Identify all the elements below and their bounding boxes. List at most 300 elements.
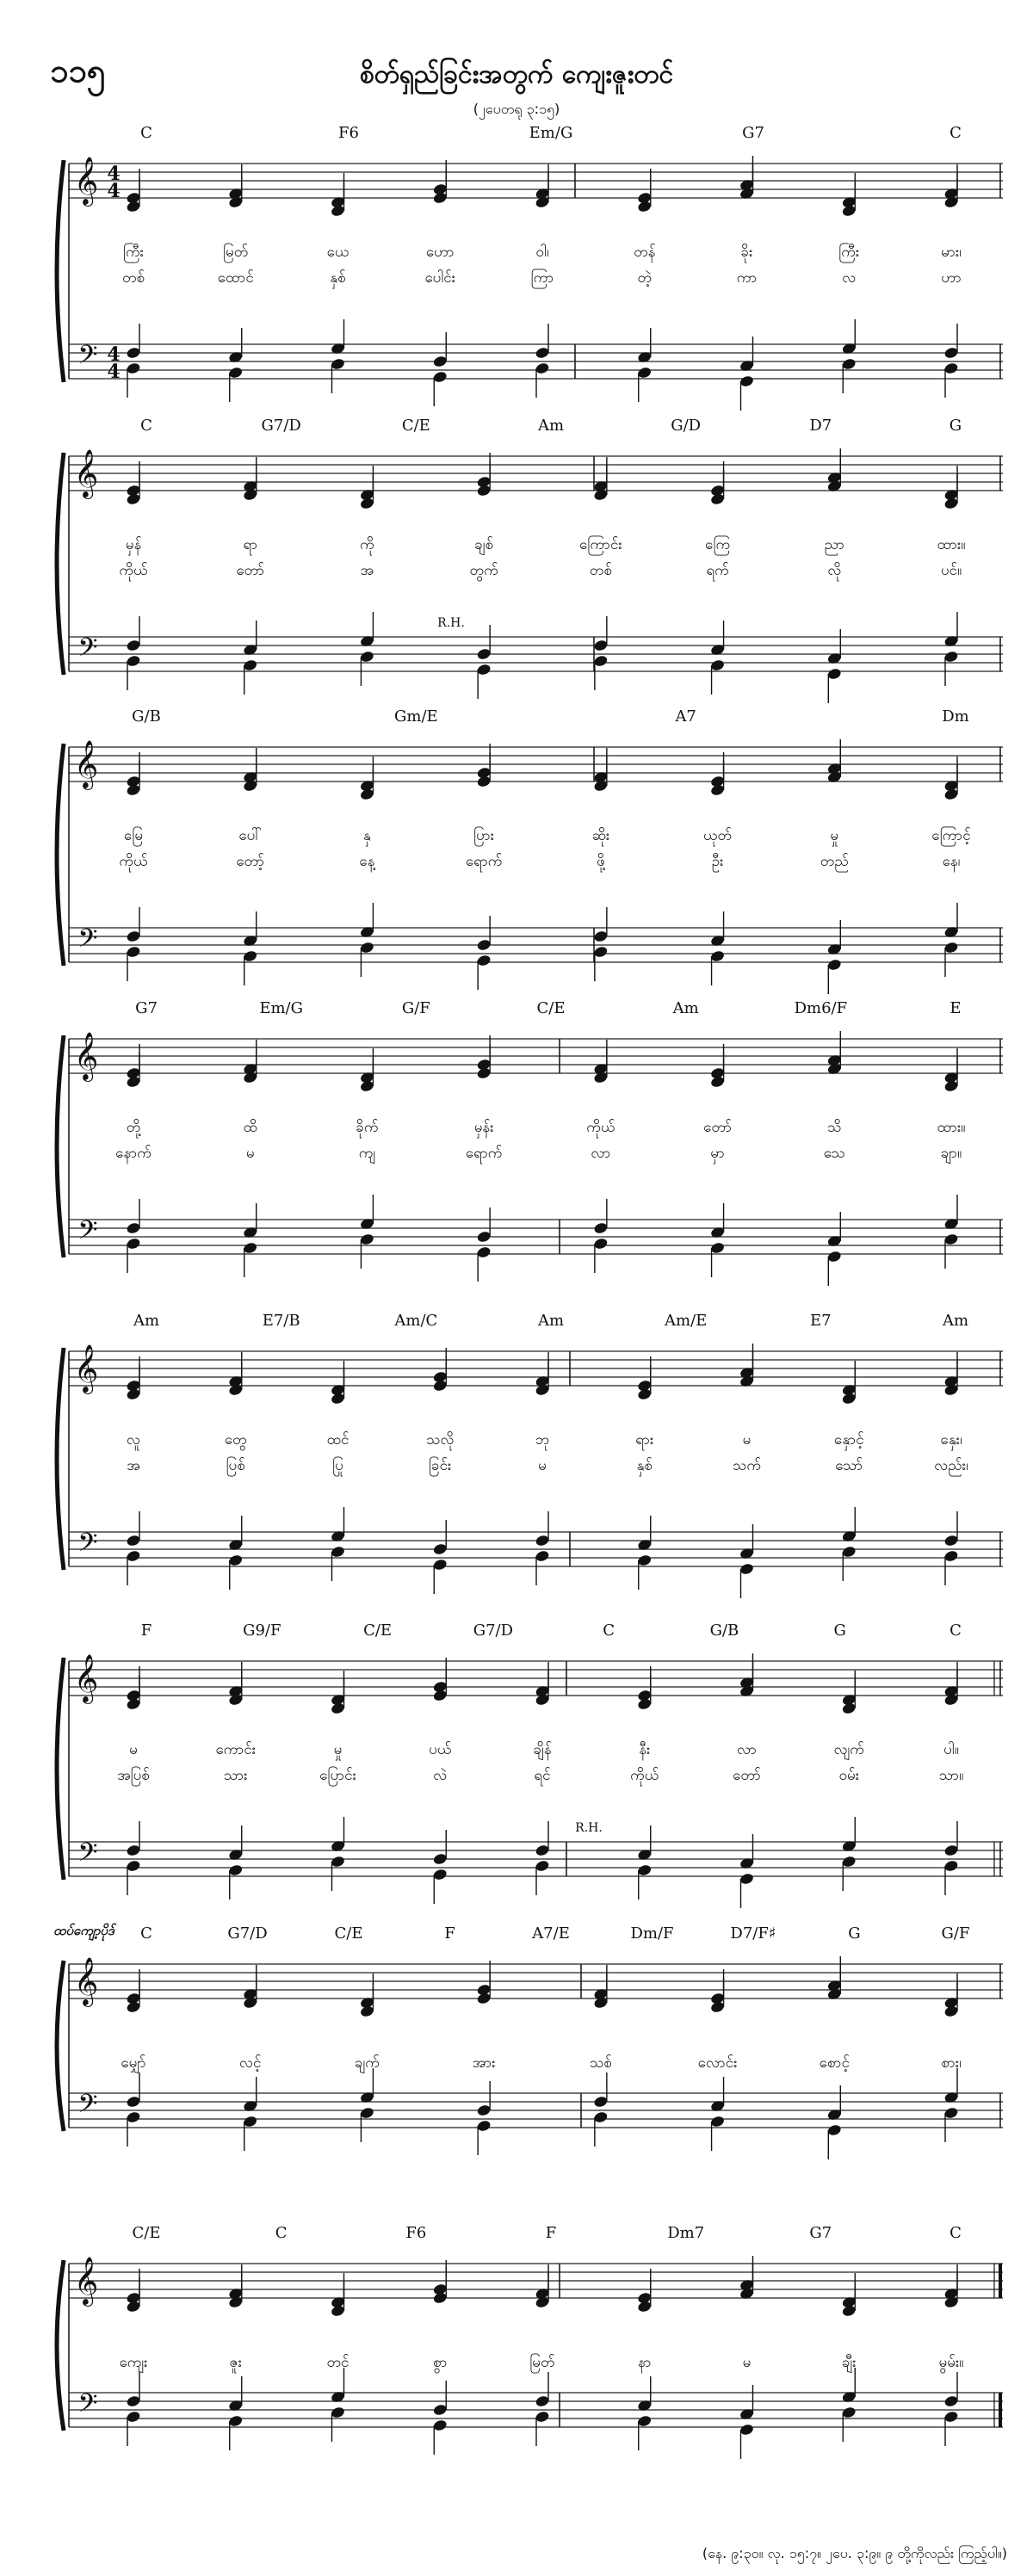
system-6-verse1-syllable: မ	[129, 1741, 138, 1758]
system-2-verse1-syllable: ကြောင်း	[578, 536, 622, 553]
system-2-bass-clef: 𝄢	[77, 633, 98, 669]
scripture-reference: (၂ပေတရု ၃:၁၅)	[473, 101, 560, 117]
system-5-verse2-syllable: ခြင်း	[429, 1457, 452, 1474]
system-6-verse1-syllable: မှု	[333, 1741, 343, 1758]
system-8-bass-note	[126, 2410, 141, 2423]
system-2-chord-symbol: D7	[809, 417, 832, 435]
system-1-verse1-syllable: မား၊	[941, 244, 962, 261]
system-8-verse1-syllable: ကျေး	[119, 2354, 148, 2371]
system-2-bass-note	[243, 658, 258, 671]
system-5-treble-note	[126, 1387, 141, 1400]
system-5-verse2-syllable: အ	[127, 1457, 140, 1474]
system-1-verse1-syllable: ဟော	[425, 244, 455, 261]
system-5-verse1-syllable: သလို	[426, 1431, 455, 1449]
system-7-bass-clef: 𝄢	[77, 2090, 98, 2125]
system-4-verse2-syllable: နောက်	[115, 1145, 152, 1162]
system-8-treble-clef: 𝄞	[73, 2257, 99, 2305]
time-signature-bottom: 4	[107, 361, 121, 383]
system-7-chord-symbol: A7/E	[532, 1924, 570, 1943]
system-1-bass-note	[739, 374, 755, 387]
system-3-verse1-syllable: ပေါ်	[238, 827, 263, 844]
system-6-chord-symbol: G7/D	[473, 1622, 514, 1640]
system-8-bass-note	[126, 2394, 141, 2407]
system-5-verse2-syllable: မ	[538, 1457, 547, 1474]
system-1-bass-note	[535, 361, 550, 374]
system-6-bass-note	[943, 1859, 959, 1872]
system-7-bass-note	[593, 2110, 609, 2123]
system-7-verse1-syllable: လင့်	[239, 2054, 262, 2072]
system-1-bass-note	[228, 366, 244, 379]
system-3-verse2-syllable: ဦး	[711, 853, 724, 870]
system-6-verse2-syllable: ဝမ်း	[838, 1767, 860, 1784]
system-6-bass-note	[637, 1863, 653, 1876]
system-4-chord-symbol: E	[949, 999, 962, 1017]
system-5-treble-note	[432, 1379, 448, 1392]
system-6-treble-clef: 𝄞	[73, 1654, 99, 1702]
system-7-treble-note	[710, 2000, 726, 2013]
system-3-treble-note	[359, 788, 374, 800]
system-4-verse1-syllable: ထိ	[243, 1119, 257, 1136]
system-6-chord-symbol: G9/F	[243, 1622, 281, 1640]
system-3-verse1-syllable: ယုတ်	[703, 827, 733, 844]
system-8-chord-symbol: C/E	[132, 2224, 161, 2242]
system-5-verse2-syllable: ပြု	[332, 1457, 343, 1474]
system-8-chord-symbol: F6	[405, 2224, 427, 2242]
system-7-bass-note	[943, 2106, 959, 2119]
system-5-verse1-syllable: တွေ	[224, 1431, 247, 1449]
system-6-bass-note	[126, 1844, 141, 1856]
system-4-chord-symbol: G7	[135, 999, 158, 1017]
system-6-bass-note	[739, 1872, 755, 1885]
system-1-brace	[57, 160, 64, 382]
system-3-bass-note	[826, 958, 842, 971]
system-2-bass-note	[593, 654, 609, 667]
system-6-verse2-syllable: ရင်	[534, 1767, 551, 1784]
system-5-bass-note	[637, 1554, 653, 1566]
system-5-bass-note	[739, 1562, 755, 1575]
system-4-bass-note	[943, 1232, 959, 1245]
system-4-verse1-syllable: သိ	[827, 1119, 842, 1136]
system-2-verse1-syllable: ကို	[360, 536, 374, 553]
system-5-verse1-syllable: မ	[742, 1431, 752, 1449]
system-5-bass-note	[535, 1549, 550, 1562]
system-5-chord-symbol: Am/E	[665, 1312, 708, 1330]
system-4-verse1-syllable: တော်	[703, 1119, 732, 1136]
system-8-bass-note	[637, 2414, 653, 2427]
system-6-brace	[57, 1658, 64, 1880]
system-3-chord-symbol: Dm	[942, 707, 969, 726]
system-8-bass-note	[943, 2410, 959, 2423]
system-5-verse1-syllable: နှေး၊	[940, 1431, 962, 1449]
system-3-chord-symbol: A7	[675, 707, 696, 726]
system-5-bass-note	[943, 1549, 959, 1562]
system-2-verse2-syllable: တွက်	[469, 562, 498, 579]
system-6-bass-note	[943, 1844, 959, 1856]
system-1-verse2-syllable: လ	[842, 269, 857, 287]
system-7-chord-symbol: G7/D	[227, 1924, 268, 1943]
system-7-chord-symbol: F	[444, 1924, 455, 1943]
system-5-chord-symbol: Am	[133, 1312, 160, 1330]
system-8-chord-symbol: F	[545, 2224, 557, 2242]
system-3-treble-note	[710, 783, 726, 796]
right-hand-marking: R.H.	[575, 1821, 603, 1835]
system-2-treble-note	[126, 492, 141, 505]
system-6-chord-symbol: C	[603, 1622, 615, 1640]
system-4-chord-symbol: Em/G	[259, 999, 303, 1017]
system-1-treble-note	[331, 204, 346, 217]
system-4-bass-note	[243, 1241, 258, 1254]
system-2-verse2-syllable: တော်	[236, 562, 265, 579]
system-3-bass-note	[359, 941, 374, 954]
system-4-treble-note	[359, 1079, 374, 1092]
system-1-verse2-syllable: ပေါင်း	[424, 269, 456, 287]
system-1-bass-note	[841, 357, 857, 370]
system-1-verse2-syllable: တစ်	[121, 269, 145, 287]
system-8-bass-note	[739, 2423, 755, 2436]
system-7-chord-symbol: G/F	[941, 1924, 970, 1943]
system-4-treble-clef: 𝄞	[73, 1032, 99, 1080]
system-3-chord-symbol: Gm/E	[394, 707, 438, 726]
system-1-verse2-syllable: ကာ	[736, 269, 758, 287]
system-2-verse1-syllable: ညာ	[824, 536, 845, 553]
system-4-bass-clef: 𝄢	[77, 1216, 98, 1251]
system-4-bass-note	[593, 1237, 609, 1250]
system-3-bass-note	[593, 945, 609, 958]
system-1-bass-clef: 𝄢	[77, 341, 98, 376]
system-1-bass-note	[943, 361, 959, 374]
system-1-treble-clef: 𝄞	[73, 157, 99, 205]
system-4-bass-note	[826, 1250, 842, 1263]
system-1-treble-note	[126, 200, 141, 213]
system-8-verse1-syllable: တင်	[326, 2354, 349, 2371]
system-8-bass-note	[535, 2394, 550, 2407]
system-5-chord-symbol: Am/C	[394, 1312, 438, 1330]
system-1-bass-note	[126, 346, 141, 359]
system-2-verse2-syllable: အ	[360, 562, 374, 579]
system-1-bass-note	[432, 355, 448, 368]
system-8-verse1-syllable: စွာ	[432, 2354, 448, 2371]
system-4-verse1-syllable: တို့	[126, 1119, 141, 1136]
system-6-bass-note	[331, 1855, 346, 1868]
system-7-bass-note	[359, 2106, 374, 2119]
system-7-verse1-syllable: ချက်	[354, 2054, 380, 2072]
system-8-treble-note	[331, 2304, 346, 2317]
interlude-label: ထပ်ကျော့ပိုဒ်	[53, 1923, 114, 1938]
system-3-bass-note	[126, 945, 141, 958]
system-2-chord-symbol: C/E	[401, 417, 430, 435]
system-7-chord-symbol: D7/F♯	[730, 1924, 776, 1943]
system-2-verse1-syllable: မှန်	[125, 536, 142, 553]
system-4-verse2-syllable: မ	[245, 1145, 255, 1162]
system-6-verse2-syllable: ကိုယ်	[630, 1767, 659, 1784]
system-3-verse1-syllable: နှ	[363, 827, 371, 844]
system-5-chord-symbol: Am	[537, 1312, 565, 1330]
system-6-bass-note	[535, 1844, 550, 1856]
system-1-treble-note	[841, 204, 857, 217]
system-3-treble-clef: 𝄞	[73, 740, 99, 788]
system-3-verse2-syllable: ရောက်	[465, 853, 503, 870]
system-6-bass-note	[432, 1868, 448, 1881]
system-1-verse1-syllable: ကြီး	[123, 244, 144, 261]
system-1-treble-note	[637, 200, 653, 213]
system-4-verse2-syllable: ချာ။	[940, 1145, 962, 1162]
system-5-bass-clef: 𝄢	[77, 1529, 98, 1564]
system-5-bass-note	[331, 1545, 346, 1558]
system-5-verse2-syllable: ပြစ်	[226, 1457, 245, 1474]
system-7-bass-note	[476, 2119, 492, 2132]
system-7-treble-note	[359, 2005, 374, 2017]
system-2-treble-note	[476, 484, 492, 497]
system-5-verse1-syllable: ရား	[635, 1431, 654, 1449]
system-4-chord-symbol: C/E	[536, 999, 566, 1017]
system-3-bass-note	[943, 941, 959, 954]
system-8-brace	[57, 2260, 64, 2431]
system-6-treble-note	[841, 1702, 857, 1714]
system-1-bass-note	[535, 346, 550, 359]
system-1-verse2-syllable: ဟာ	[941, 269, 962, 287]
system-2-chord-symbol: G7/D	[261, 417, 301, 435]
system-4-brace	[57, 1035, 64, 1257]
system-1-bass-note	[126, 361, 141, 374]
system-6-verse1-syllable: ပါ။	[943, 1741, 959, 1758]
system-3-bass-clef: 𝄢	[77, 924, 98, 960]
system-5-treble-note	[331, 1392, 346, 1405]
system-3-verse2-syllable: ကိုယ်	[119, 853, 148, 870]
system-1-bass-note	[432, 370, 448, 383]
system-6-verse1-syllable: ချိန်	[533, 1741, 552, 1758]
system-6-verse2-syllable: တော်	[733, 1767, 761, 1784]
system-6-bass-note	[126, 1859, 141, 1872]
system-2-brace	[57, 453, 64, 675]
system-6-treble-note	[126, 1697, 141, 1710]
system-1-bass-note	[637, 366, 653, 379]
system-4-verse2-syllable: ကျ	[358, 1145, 376, 1162]
system-5-chord-symbol: E7	[810, 1312, 832, 1330]
system-8-bass-note	[228, 2414, 244, 2427]
system-8-verse1-syllable: ချီး	[841, 2354, 857, 2371]
system-7-verse1-syllable: စောင့်	[819, 2054, 850, 2072]
system-1-bass-note	[943, 346, 959, 359]
system-3-verse2-syllable: တည်	[820, 853, 849, 870]
system-2-bass-note	[359, 650, 374, 663]
system-5-treble-clef: 𝄞	[73, 1344, 99, 1393]
system-2-verse1-syllable: ချစ်	[474, 536, 494, 553]
system-4-bass-note	[359, 1232, 374, 1245]
system-6-verse1-syllable: ကောင်း	[215, 1741, 257, 1758]
system-8-bass-note	[535, 2410, 550, 2423]
system-7-verse1-syllable: လောင်း	[697, 2054, 738, 2072]
system-1-chord-symbol: C	[140, 124, 152, 142]
system-4-chord-symbol: Dm6/F	[794, 999, 848, 1017]
time-signature-top: 4	[107, 163, 121, 185]
time-signature-top: 4	[107, 343, 121, 366]
system-7-chord-symbol: C	[140, 1924, 152, 1943]
system-6-chord-symbol: F	[140, 1622, 152, 1640]
system-4-bass-note	[593, 1221, 609, 1234]
system-5-bass-note	[432, 1558, 448, 1571]
system-1-chord-symbol: G7	[742, 124, 764, 142]
system-4-bass-note	[126, 1221, 141, 1234]
system-5-verse1-syllable: လူ	[127, 1431, 140, 1449]
system-2-bass-note	[710, 658, 726, 671]
system-4-verse2-syllable: လာ	[591, 1145, 611, 1162]
system-8-verse1-syllable: မြတ်	[529, 2354, 555, 2371]
system-2-verse2-syllable: ကိုယ်	[119, 562, 148, 579]
system-5-bass-note	[841, 1545, 857, 1558]
system-2-verse1-syllable: ကြေ	[705, 536, 731, 553]
system-4-verse2-syllable: ရောက်	[465, 1145, 503, 1162]
system-5-bass-note	[228, 1554, 244, 1566]
system-4-treble-note	[710, 1075, 726, 1088]
system-3-verse1-syllable: မြေ	[123, 827, 144, 844]
system-1-verse1-syllable: ကြီး	[838, 244, 860, 261]
system-8-chord-symbol: C	[275, 2224, 288, 2242]
system-7-treble-note	[943, 2005, 959, 2017]
system-1-chord-symbol: Em/G	[529, 124, 573, 142]
system-3-verse1-syllable: ဆိုး	[591, 827, 610, 844]
system-1-verse2-syllable: နှစ်	[330, 269, 346, 287]
system-3-bass-note	[593, 930, 609, 942]
system-6-chord-symbol: G	[833, 1622, 846, 1640]
system-4-verse1-syllable: ခိုက်	[356, 1119, 379, 1136]
system-6-verse2-syllable: သာ။	[938, 1767, 964, 1784]
system-6-bass-note	[841, 1855, 857, 1868]
system-1-verse1-syllable: ခိုး	[740, 244, 753, 261]
system-2-bass-note	[126, 639, 141, 652]
system-6-verse1-syllable: လာ	[737, 1741, 757, 1758]
system-1-verse1-syllable: ယေ	[326, 244, 349, 261]
system-8-treble-note	[432, 2291, 448, 2304]
system-7-treble-note	[476, 1992, 492, 2005]
system-2-bass-note	[476, 663, 492, 676]
system-6-verse1-syllable: နီး	[639, 1741, 651, 1758]
system-6-chord-symbol: G/B	[709, 1622, 739, 1640]
time-signature-bottom: 4	[107, 180, 121, 202]
system-7-treble-clef: 𝄞	[73, 1957, 99, 2005]
system-1-verse2-syllable: တဲ့	[637, 269, 653, 287]
system-6-verse2-syllable: ပြောင်း	[319, 1767, 356, 1784]
system-4-bass-note	[476, 1230, 492, 1243]
system-6-treble-note	[432, 1689, 448, 1702]
system-1-chord-symbol: C	[949, 124, 962, 142]
system-7-bass-note	[126, 2110, 141, 2123]
system-5-bass-note	[535, 1534, 550, 1547]
system-4-treble-note	[126, 1075, 141, 1088]
system-5-brace	[57, 1348, 64, 1570]
system-8-treble-note	[841, 2304, 857, 2317]
system-5-chord-symbol: Am	[942, 1312, 969, 1330]
system-6-bass-note	[535, 1859, 550, 1872]
system-6-bass-note	[228, 1863, 244, 1876]
system-2-bass-note	[943, 650, 959, 663]
system-2-bass-note	[826, 667, 842, 680]
system-7-verse1-syllable: သစ်	[589, 2054, 612, 2072]
system-4-verse2-syllable: မှာ	[710, 1145, 725, 1162]
system-8-bass-note	[331, 2406, 346, 2418]
system-1-chord-symbol: F6	[338, 124, 359, 142]
system-5-bass-note	[126, 1534, 141, 1547]
system-2-chord-symbol: G/D	[671, 417, 702, 435]
system-6-verse1-syllable: လျက်	[833, 1741, 864, 1758]
system-5-chord-symbol: E7/B	[262, 1312, 300, 1330]
system-3-verse2-syllable: နေ၊	[942, 853, 961, 870]
system-2-verse2-syllable: ရက်	[706, 562, 729, 579]
system-7-chord-symbol: G	[848, 1924, 861, 1943]
system-3-treble-note	[476, 775, 492, 788]
system-4-verse1-syllable: ကိုယ်	[586, 1119, 615, 1136]
system-2-verse2-syllable: လို	[827, 562, 842, 579]
system-1-treble-note	[432, 191, 448, 204]
system-5-treble-note	[841, 1392, 857, 1405]
system-7-chord-symbol: Dm/F	[630, 1924, 674, 1943]
system-6-chord-symbol: C/E	[363, 1622, 393, 1640]
system-4-verse1-syllable: ထား။	[937, 1119, 966, 1136]
system-8-bass-clef: 𝄢	[77, 2389, 98, 2425]
system-8-treble-note	[126, 2300, 141, 2313]
system-3-verse1-syllable: ကြောင့်	[931, 827, 971, 844]
system-5-bass-note	[432, 1542, 448, 1555]
system-4-treble-note	[943, 1079, 959, 1092]
system-8-chord-symbol: G7	[809, 2224, 832, 2242]
system-5-bass-note	[943, 1534, 959, 1547]
system-5-treble-note	[637, 1387, 653, 1400]
hymn-title: စိတ်ရှည်ခြင်းအတွက် ကျေးဇူးတင်	[359, 59, 674, 90]
system-3-bass-note	[710, 949, 726, 962]
system-4-verse2-syllable: သေ	[823, 1145, 845, 1162]
system-7-bass-note	[126, 2095, 141, 2108]
system-7-bass-note	[826, 2123, 842, 2136]
system-2-chord-symbol: G	[949, 417, 962, 435]
system-6-bass-clef: 𝄢	[77, 1838, 98, 1874]
system-8-verse1-syllable: မ	[742, 2354, 752, 2371]
system-3-brace	[57, 744, 64, 966]
system-4-bass-note	[476, 1245, 492, 1258]
system-4-chord-symbol: Am	[672, 999, 699, 1017]
system-2-verse2-syllable: တစ်	[589, 562, 612, 579]
system-3-verse2-syllable: တော့်	[236, 853, 265, 870]
system-8-bass-note	[943, 2394, 959, 2407]
system-3-treble-note	[943, 788, 959, 800]
system-1-verse1-syllable: မြတ်	[223, 244, 249, 261]
system-8-chord-symbol: C	[949, 2224, 962, 2242]
system-6-bass-note	[432, 1852, 448, 1865]
system-1-verse2-syllable: ကြာ	[530, 269, 554, 287]
system-2-verse2-syllable: ပင်။	[940, 562, 962, 579]
system-7-brace	[57, 1961, 64, 2131]
system-6-chord-symbol: C	[949, 1622, 962, 1640]
system-8-verse1-syllable: ဇူး	[229, 2354, 242, 2371]
system-8-treble-note	[637, 2300, 653, 2313]
system-2-bass-note	[476, 647, 492, 660]
system-7-bass-note	[710, 2115, 726, 2128]
system-2-bass-note	[126, 654, 141, 667]
system-7-chord-symbol: C/E	[334, 1924, 363, 1943]
system-4-bass-note	[710, 1241, 726, 1254]
system-8-chord-symbol: Dm7	[667, 2224, 705, 2242]
system-2-bass-note	[593, 639, 609, 652]
system-7-bass-note	[476, 2103, 492, 2116]
system-3-verse1-syllable: ပြား	[473, 827, 495, 844]
system-2-verse1-syllable: ထား။	[937, 536, 966, 553]
system-3-bass-note	[243, 949, 258, 962]
system-5-bass-note	[126, 1549, 141, 1562]
system-3-verse2-syllable: ဖို့	[596, 853, 605, 870]
system-3-verse2-syllable: နေ့	[359, 853, 375, 870]
system-1-bass-note	[331, 357, 346, 370]
system-6-treble-note	[637, 1697, 653, 1710]
system-2-chord-symbol: C	[140, 417, 152, 435]
system-2-chord-symbol: Am	[537, 417, 565, 435]
